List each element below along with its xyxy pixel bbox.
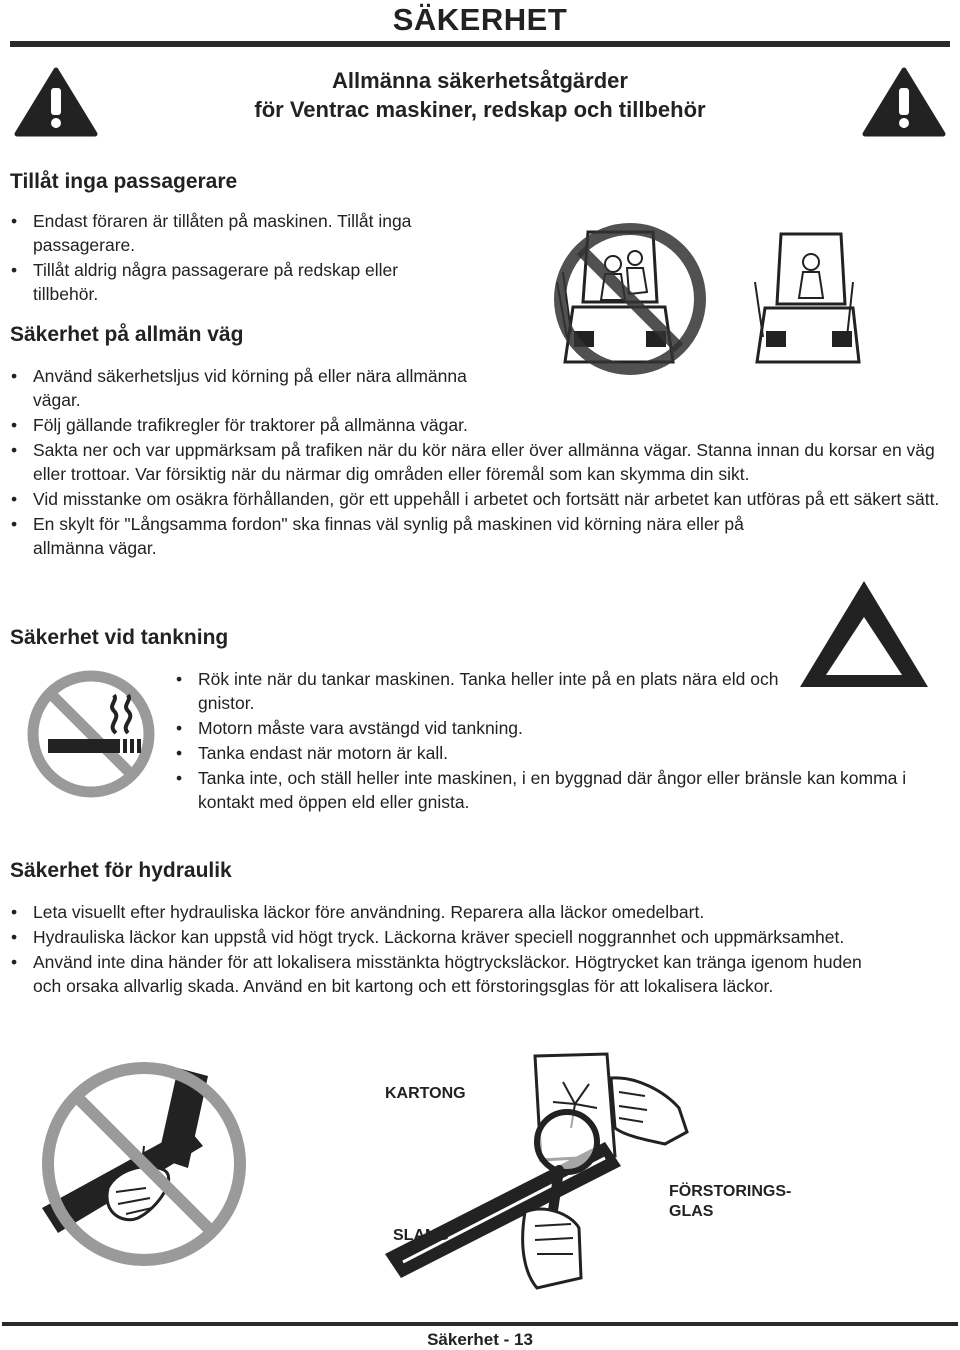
list-item: • Sakta ner och var uppmärksam på trafiken när du kör nära eller över allmänna vägar. Stanna innan du korsar en väg eller trottoar. Var försiktig när du närmar dig områden eller föremål som kan skymma din sikt. (10, 438, 958, 486)
header-rule (10, 41, 950, 47)
list-item: • Använd inte dina händer för att lokalisera misstänkta högtrycksläckor. Högtrycket kan tränga igenom huden och orsaka allvarlig skada. Använd en bit kartong och ett förstoringsglas för att lokalisera läckor. (10, 950, 890, 998)
list-item: • Tanka endast när motorn är kall. (175, 741, 798, 765)
label-magnifier-line2: GLAS (669, 1203, 714, 1220)
page-footer: Säkerhet - 13 (427, 1330, 533, 1349)
list-item: • En skylt för "Långsamma fordon" ska finnas väl synlig på maskinen vid körning nära eller på allmänna vägar. (10, 512, 773, 560)
list-item: • Rök inte när du tankar maskinen. Tanka heller inte på en plats nära eld och gnistor. (175, 667, 798, 715)
refueling-list (175, 667, 946, 815)
label-hose: SLANG (393, 1227, 449, 1244)
list-item: • Vid misstanke om osäkra förhållanden, gör ett uppehåll i arbetet och fortsätt när arbetet kan utföras på ett säkert sätt. (10, 487, 958, 511)
passengers-list (10, 209, 450, 307)
section-header (150, 66, 810, 124)
list-item: • Motorn måste vara avstängd vid tankning. (175, 716, 798, 740)
warning-right-icon (862, 66, 946, 138)
header-title: Allmänna säkerhetsåtgärder (332, 68, 628, 93)
heading-public-road: Säkerhet på allmän väg (10, 323, 244, 346)
list-item: • Endast föraren är tillåten på maskinen. Tillåt inga passagerare. (10, 209, 450, 257)
heading-passengers: Tillåt inga passagerare (10, 170, 238, 193)
list-item: • Hydrauliska läckor kan uppstå vid högt tryck. Läckorna kräver speciell noggrannhet och uppmärksamhet. (10, 925, 890, 949)
list-item: • Använd säkerhetsljus vid körning på eller nära allmänna vägar. (10, 364, 473, 412)
no-hands-icon (38, 1058, 250, 1270)
label-magnifier-line1: FÖRSTORINGS- (669, 1183, 792, 1200)
public-road-list (10, 364, 958, 561)
header-subtitle: för Ventrac maskiner, redskap och tillbehör (254, 97, 706, 122)
list-item: • Följ gällande trafikregler för traktorer på allmänna vägar. (10, 413, 953, 437)
heading-hydraulics: Säkerhet för hydraulik (10, 859, 232, 882)
leak-detection-illustration (375, 1048, 805, 1296)
label-cardboard: KARTONG (385, 1085, 466, 1102)
list-item: • Tanka inte, och ställ heller inte maskinen, i en byggnad där ångor eller bränsle kan komma i kontakt med öppen eld eller gnista. (175, 766, 946, 814)
no-smoking-icon (22, 667, 160, 801)
page-title: SÄKERHET (392, 2, 568, 37)
warning-left-icon (14, 66, 98, 138)
heading-refueling: Säkerhet vid tankning (10, 626, 229, 649)
list-item: • Tillåt aldrig några passagerare på redskap eller tillbehör. (10, 258, 450, 306)
hydraulics-list (10, 900, 890, 999)
list-item: • Leta visuellt efter hydrauliska läckor före användning. Reparera alla läckor omedelbart. (10, 900, 890, 924)
footer-rule (2, 1322, 958, 1326)
